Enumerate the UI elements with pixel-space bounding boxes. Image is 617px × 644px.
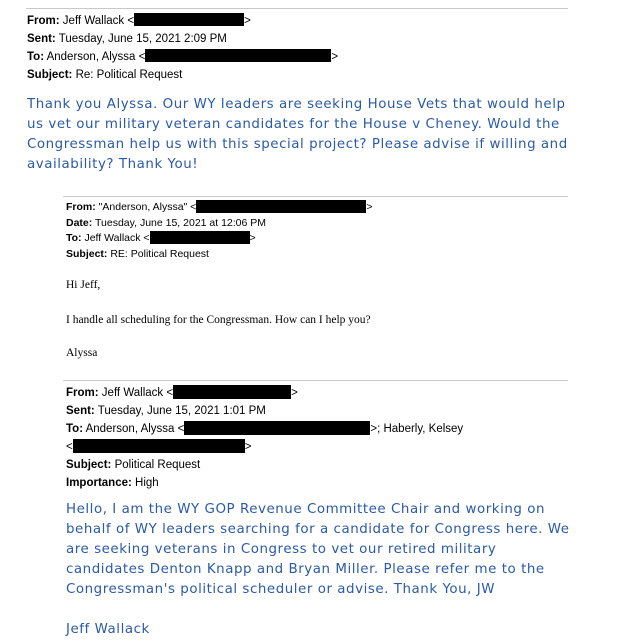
email2-to-row	[66, 231, 372, 247]
from-trail: >	[244, 15, 251, 27]
email1-to-row	[27, 48, 338, 66]
importance-label: Importance:	[66, 477, 132, 489]
email2-body: I handle all scheduling for the Congressman. How can I help you?	[66, 314, 371, 326]
email3-from-row	[66, 384, 463, 402]
email2-subject-row	[66, 247, 372, 263]
from-trail: >	[366, 201, 373, 213]
subject-label: Subject:	[66, 247, 108, 260]
top-divider	[26, 8, 568, 9]
importance-value: High	[135, 477, 159, 489]
email1-sent-row	[27, 30, 338, 48]
to-value: Anderson, Alyssa <	[46, 51, 146, 63]
sent-value: Tuesday, June 15, 2021 1:01 PM	[97, 405, 266, 417]
redaction-block	[134, 13, 244, 26]
email1-from-row	[27, 12, 338, 30]
to-trail: >	[249, 232, 256, 244]
date-value: Tuesday, June 15, 2021 at 12:06 PM	[95, 216, 267, 229]
sent-value: Tuesday, June 15, 2021 2:09 PM	[58, 33, 227, 45]
from-trail: >	[291, 387, 298, 399]
email3-subject-row	[66, 456, 463, 474]
email1-header	[27, 12, 338, 84]
to-value: Jeff Wallack <	[84, 232, 150, 244]
email2-signature: Alyssa	[66, 347, 98, 359]
email2-greeting: Hi Jeff,	[66, 279, 101, 291]
subject-label: Subject:	[66, 459, 112, 471]
to-line2-lead: <	[66, 441, 73, 453]
subject-value: Political Request	[114, 459, 201, 471]
sent-label: Sent:	[66, 405, 95, 417]
redaction-block	[173, 385, 291, 399]
email2-from-row	[66, 200, 372, 216]
redaction-block	[73, 439, 245, 453]
email3-signature: Jeff Wallack	[66, 622, 150, 637]
subject-value: Re: Political Request	[75, 69, 183, 81]
email3-sent-row	[66, 402, 463, 420]
from-value: Jeff Wallack <	[101, 387, 174, 399]
email3-to-row2	[66, 438, 463, 456]
from-value: "Anderson, Alyssa" <	[98, 201, 197, 213]
date-label: Date:	[66, 216, 93, 229]
from-label: From:	[27, 15, 60, 27]
from-label: From:	[66, 387, 99, 399]
from-label: From:	[66, 201, 96, 213]
redaction-block	[184, 421, 370, 435]
redaction-block	[150, 231, 250, 244]
to-label: To:	[27, 51, 45, 63]
email3-header	[66, 384, 463, 492]
email3-importance-row	[66, 474, 463, 492]
subject-label: Subject:	[27, 69, 73, 81]
subject-value: RE: Political Request	[110, 247, 209, 260]
divider-email3	[63, 380, 568, 381]
email3-body: Hello, I am the WY GOP Revenue Committee Chair and working on behalf of WY leaders searching for a candidate for Congress here. We are seeking veterans in Congress to vet our retired military candidates Denton Knapp and Bryan Miller. Please refer me to the Congressman's political scheduler or advise. Thank You, JW	[66, 502, 570, 597]
email2-date-row	[66, 216, 372, 232]
to-label: To:	[66, 232, 82, 244]
redaction-block	[145, 49, 331, 62]
to-trail: >	[331, 51, 339, 63]
redaction-block	[196, 200, 366, 213]
to-value: Anderson, Alyssa <	[85, 423, 185, 435]
email2-header	[66, 200, 372, 262]
from-value: Jeff Wallack <	[62, 15, 135, 27]
to-trail: >; Haberly, Kelsey	[370, 423, 464, 435]
email3-to-row	[66, 420, 463, 438]
email1-body: Thank you Alyssa. Our WY leaders are seeking House Vets that would help us vet our military veteran candidates for the House v Cheney. Would the Congressman help us with this special project? Please advise if willing and availability? Thank You!	[27, 97, 568, 172]
divider-email2	[63, 196, 568, 197]
to-line2-trail: >	[244, 441, 252, 453]
to-label: To:	[66, 423, 84, 435]
sent-label: Sent:	[27, 33, 56, 45]
email1-subject-row	[27, 66, 338, 84]
